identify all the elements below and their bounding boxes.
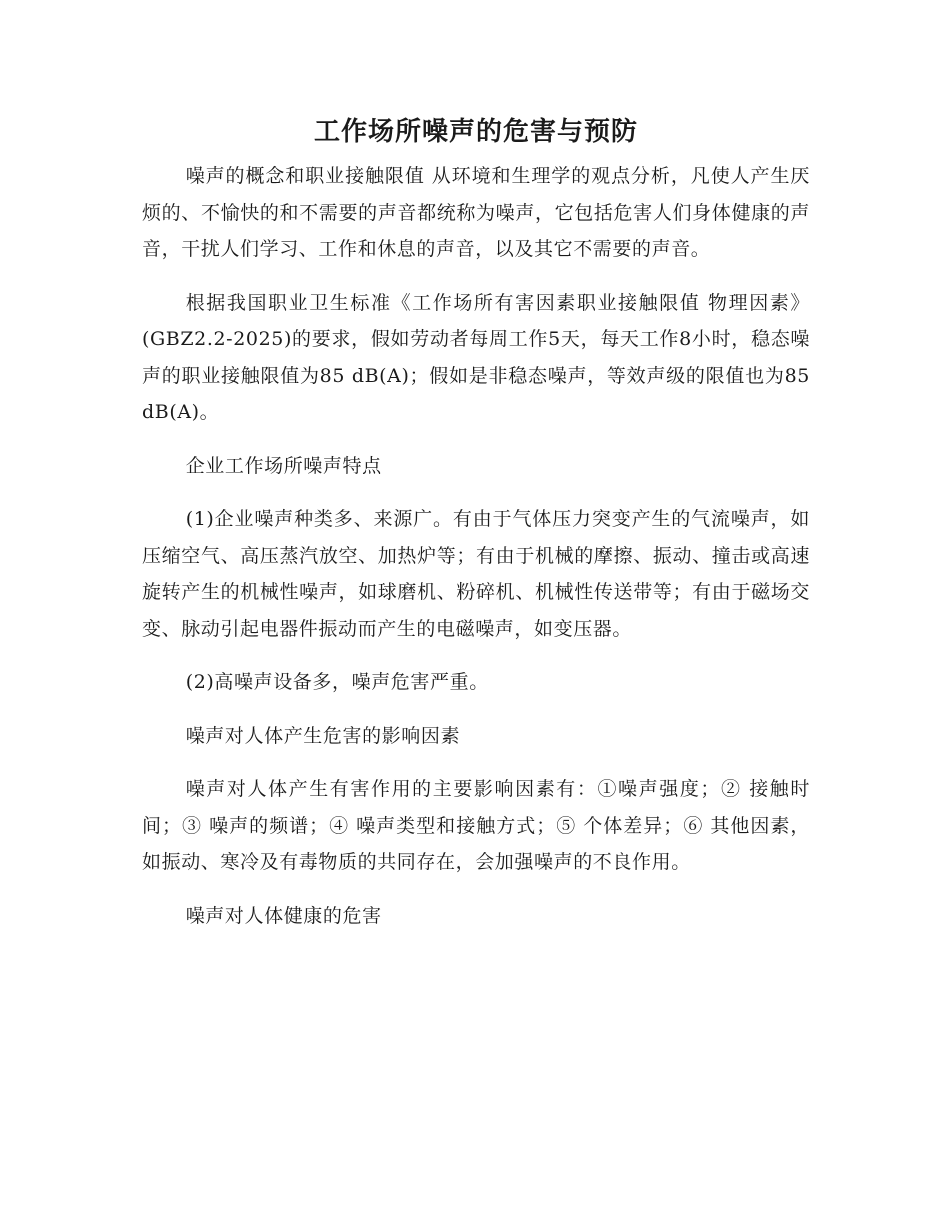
section-heading-workplace-noise-features: 企业工作场所噪声特点 [185, 454, 382, 477]
section-heading-health-hazards: 噪声对人体健康的危害 [185, 904, 382, 927]
paragraph-noise-definition: 噪声的概念和职业接触限值 从环境和生理学的观点分析，凡使人产生厌烦的、不愉快的和不需要的声音都统称为噪声，它包括危害人们身体健康的声音，干扰人们学习、工作和休息的声音，以及其它不需要的声音。 [142, 165, 810, 260]
paragraph-noise-sources: (1)企业噪声种类多、来源广。有由于气体压力突变产生的气流噪声，如压缩空气、高压蒸汽放空、加热炉等；有由于机械的摩擦、振动、撞击或高速旋转产生的机械性噪声，如球磨机、粉碎机、机械性传送带等；有由于磁场交变、脉动引起电器件振动而产生的电磁噪声，如变压器。 [142, 508, 810, 640]
paragraph-exposure-limit: 根据我国职业卫生标准《工作场所有害因素职业接触限值 物理因素》(GBZ2.2-2025)的要求，假如劳动者每周工作5天，每天工作8小时，稳态噪声的职业接触限值为85 dB(A)；假如是非稳态噪声，等效声级的限值也为85 dB(A)。 [142, 291, 810, 423]
document-title: 工作场所噪声的危害与预防 [313, 117, 638, 147]
paragraph-influencing-factors: 噪声对人体产生有害作用的主要影响因素有：①噪声强度；② 接触时间；③ 噪声的频谱；④ 噪声类型和接触方式；⑤ 个体差异；⑥ 其他因素，如振动、寒冷及有毒物质的共同存在，会加强噪声的不良作用。 [142, 778, 810, 873]
paragraph-high-noise-equipment: (2)高噪声设备多，噪声危害严重。 [185, 671, 489, 693]
section-heading-influencing-factors: 噪声对人体产生危害的影响因素 [185, 724, 461, 747]
document-page [142, 112, 810, 951]
